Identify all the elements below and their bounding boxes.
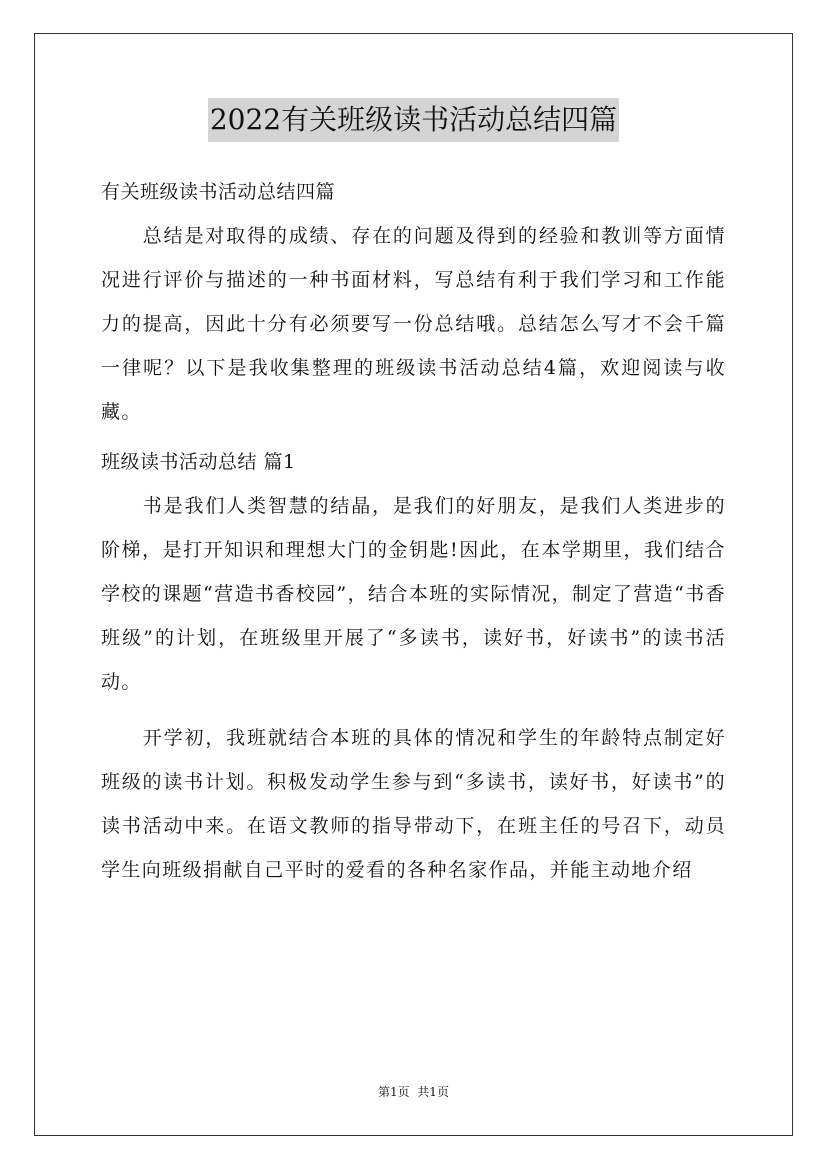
document-title: 2022有关班级读书活动总结四篇: [208, 98, 619, 142]
section-heading: 班级读书活动总结 篇1: [101, 451, 296, 473]
page-footer: [0, 1083, 827, 1100]
title-container: [0, 98, 827, 142]
body-paragraph-1: 书是我们人类智慧的结晶，是我们的好朋友，是我们人类进步的阶梯，是打开知识和理想大门的金钥匙!因此，在本学期里，我们结合学校的课题“营造书香校园”，结合本班的实际情况，制定了营造“书香班级”的计划，在班级里开展了“多读书，读好书，好读书”的读书活动。: [101, 495, 726, 693]
body-paragraph-2: 开学初，我班就结合本班的具体的情况和学生的年龄特点制定好班级的读书计划。积极发动学生参与到“多读书，读好书，好读书”的读书活动中来。在语文教师的指导带动下，在班主任的号召下，动员学生向班级捐献自己平时的爱看的各种名家作品，并能主动地介绍: [101, 727, 726, 881]
document-subtitle: 有关班级读书活动总结四篇: [101, 181, 336, 203]
page-number: 第1页 共1页: [378, 1085, 449, 1099]
document-body: [101, 170, 726, 892]
intro-paragraph: 总结是对取得的成绩、存在的问题及得到的经验和教训等方面情况进行评价与描述的一种书面材料，写总结有利于我们学习和工作能力的提高，因此十分有必须要写一份总结哦。总结怎么写才不会千篇一律呢？以下是我收集整理的班级读书活动总结4篇，欢迎阅读与收藏。: [101, 225, 726, 423]
